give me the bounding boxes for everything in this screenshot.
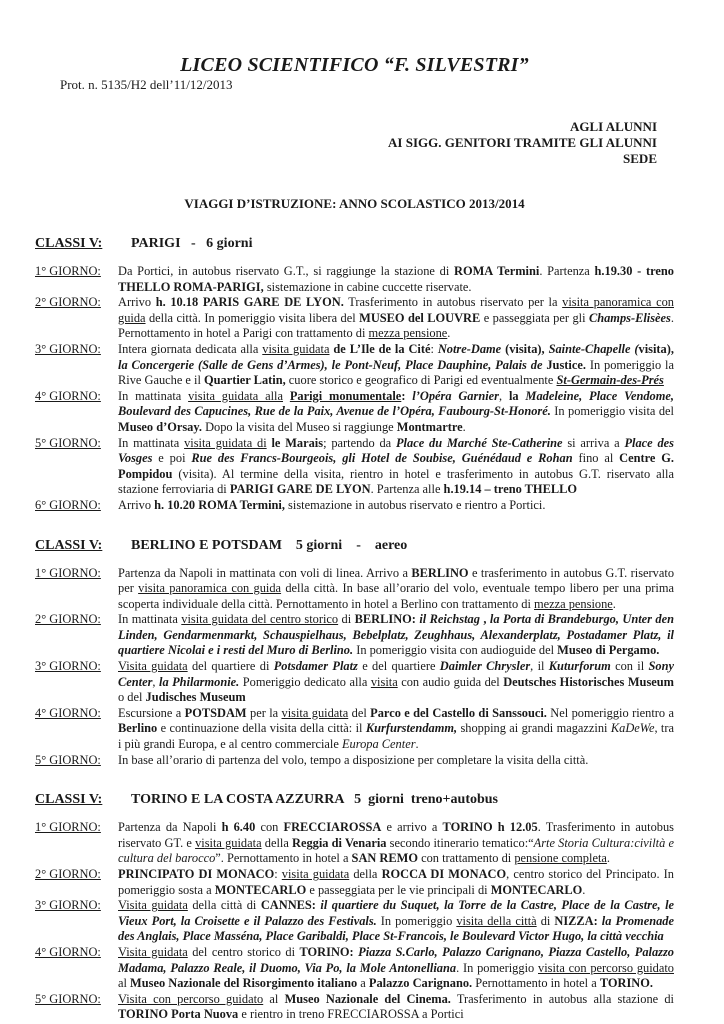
addressee-line: SEDE [623, 151, 657, 166]
day-label: 6° GIORNO: [35, 497, 101, 512]
itinerary-day [35, 566, 674, 613]
itinerary-day [35, 820, 674, 867]
itinerary-day [35, 659, 674, 706]
day-description: In base all’orario di partenza del volo, tempo a disposizione per completare la visita della città. [118, 752, 589, 767]
day-label: 2° GIORNO: [35, 612, 101, 627]
day-label: 1° GIORNO: [35, 820, 101, 835]
trip-section [35, 792, 674, 1023]
day-description: Visita con percorso guidato al Museo Nazionale del Cinema. Trasferimento in autobus alla stazione di TORINO Porta Nuova e rientro in treno FRECCIAROSSA a Portici [118, 991, 674, 1022]
day-description: Escursione a POTSDAM per la visita guidata del Parco e del Castello di Sanssouci. Nel pomeriggio rientro a Berlino e continuazione della visita della città: il Kurfurstendamm, shopping ai grandi magazzini KaDeWe, tra i più grandi Europa, e al centro commerciale Europa Center. [118, 705, 675, 752]
day-label: 3° GIORNO: [35, 898, 101, 913]
trip-sections [35, 236, 674, 1023]
day-label: 4° GIORNO: [35, 944, 101, 959]
protocol-number: Prot. n. 5135/H2 dell’11/12/2013 [60, 77, 233, 92]
day-description: Partenza da Napoli in mattinata con voli di linea. Arrivo a BERLINO e trasferimento in autobus G.T. riservato per visita panoramica con guida della città. In base all’orario del volo, eventuale tempo libero per una prima scoperta individuale della città. Pernottamento in hotel a Berlino con trattamento di mezza pensione. [118, 565, 675, 611]
itinerary-day [35, 945, 674, 992]
day-description: Arrivo h. 10.20 ROMA Termini, sistemazione in autobus riservato e rientro a Portici. [118, 497, 546, 512]
addressee-line: AI SIGG. GENITORI TRAMITE GLI ALUNNI [388, 135, 657, 150]
day-description: Intera giornata dedicata alla visita guidata de L’Ile de la Cité: Notre-Dame (visita), Sainte-Chapelle (visita), la Concergerie (Salle de Gens d’Armes), le Pont-Neuf, Place Dauphine, Palais de Justice. In pomeriggio la Rive Gauche e il Quartier Latin, cuore storico e geografico di Parigi ed eventualmente St-Germain-des-Prés [118, 341, 674, 388]
trip-section [35, 236, 674, 514]
day-description: Da Portici, in autobus riservato G.T., si raggiunge la stazione di ROMA Termini. Partenza h.19.30 - treno THELLO ROMA-PARIGI, sistemazione in cabine cuccette riservate. [118, 264, 674, 294]
day-description: In mattinata visita guidata di le Marais; partendo da Place du Marché Ste-Catherine si arriva a Place des Vosges e poi Rue des Francs-Bourgeois, gli Hotel de Soubise, Guénédaud e Rohan fino al Centre G. Pompidou (visita). Al termine della visita, rientro in hotel e trasferimento in autobus G.T. riservato alla stazione ferroviaria di PARIGI GARE DE LYON. Partenza alle h.19.14 – treno THELLO [118, 435, 674, 497]
day-description: In mattinata visita guidata alla Parigi monumentale: l’Opéra Garnier, la Madeleine, Place Vendome, Boulevard des Capucines, Rue de la Paix, Avenue de l’Opéra, Faubourg-St-Honoré. In pomeriggio visita del Museo d’Orsay. Dopo la visita del Museo si raggiunge Montmartre. [118, 388, 674, 434]
itinerary-day [35, 706, 674, 753]
itinerary-day [35, 867, 674, 898]
section-class-label: CLASSI V: [35, 537, 103, 553]
day-label: 2° GIORNO: [35, 867, 101, 881]
day-label: 3° GIORNO: [35, 659, 101, 674]
day-label: 1° GIORNO: [35, 264, 101, 278]
itinerary-day [35, 992, 674, 1023]
day-label: 5° GIORNO: [35, 435, 101, 450]
school-name: LICEO SCIENTIFICO “F. SILVESTRI” [180, 54, 529, 76]
day-label: 4° GIORNO: [35, 388, 101, 403]
day-label: 1° GIORNO: [35, 565, 101, 580]
itinerary-day [35, 342, 674, 389]
itinerary-day [35, 436, 674, 498]
itinerary-day [35, 295, 674, 342]
section-title: BERLINO E POTSDAM 5 giorni - aereo [131, 537, 408, 553]
itinerary-day [35, 389, 674, 436]
day-label: 5° GIORNO: [35, 991, 101, 1006]
day-label: 2° GIORNO: [35, 295, 101, 310]
section-title: TORINO E LA COSTA AZZURRA 5 giorni treno+autobus [131, 792, 499, 808]
day-description: In mattinata visita guidata del centro storico di BERLINO: il Reichstag , la Porta di Brandeburgo, Unter den Linden, Gendarmenmarkt, Schauspielhaus, Bebelplatz, Zeughhaus, Alexanderplatz, Postadamer Platz, il quartiere Nicolai e i resti del Muro di Berlino. In pomeriggio visita con audioguide del Museo di Pergamo. [118, 612, 674, 658]
trip-section [35, 538, 674, 769]
day-description: PRINCIPATO DI MONACO: visita guidata della ROCCA DI MONACO, centro storico del Principato. In pomeriggio sosta a MONTECARLO e passeggiata per le vie principali di MONTECARLO. [118, 867, 674, 897]
day-description: Partenza da Napoli h 6.40 con FRECCIAROSSA e arrivo a TORINO h 12.05. Trasferimento in autobus riservato GT. e visita guidata della Reggia di Venaria secondo itinerario tematico:“Arte Storia Cultura:civiltà e cultura del barocco”. Pernottamento in hotel a SAN REMO con trattamento di pensione completa. [118, 820, 674, 866]
itinerary-day [35, 898, 674, 945]
section-title: PARIGI - 6 giorni [131, 236, 253, 251]
section-header [35, 792, 674, 808]
section-class-label: CLASSI V: [35, 236, 103, 251]
addressee-block [35, 119, 674, 167]
day-label: 4° GIORNO: [35, 705, 101, 720]
itinerary-day [35, 753, 674, 769]
section-class-label: CLASSI V: [35, 792, 103, 808]
day-label: 5° GIORNO: [35, 752, 101, 767]
day-description: Arrivo h. 10.18 PARIS GARE DE LYON. Trasferimento in autobus riservato per la visita panoramica con guida della città. In pomeriggio visita libera del MUSEO del LOUVRE e passeggiata per gli Champs-Elisèes. Pernottamento in hotel a Parigi con trattamento di mezza pensione. [118, 295, 674, 341]
day-description: Visita guidata del centro storico di TORINO: Piazza S.Carlo, Palazzo Carignano, Piazza Castello, Palazzo Madama, Palazzo Reale, il Duomo, Via Po, la Mole Antonelliana. In pomeriggio visita con percorso guidato al Museo Nazionale del Risorgimento italiano a Palazzo Carignano. Pernottamento in hotel a TORINO. [118, 944, 674, 991]
section-header [35, 538, 674, 554]
addressee-line: AGLI ALUNNI [569, 119, 657, 134]
itinerary-day [35, 612, 674, 659]
document-title: VIAGGI D’ISTRUZIONE: ANNO SCOLASTICO 2013/2014 [184, 196, 525, 211]
section-header [35, 236, 674, 252]
itinerary-day [35, 498, 674, 514]
day-description: Visita guidata della città di CANNES: il quartiere du Suquet, la Torre de la Castre, Place de la Castre, le Vieux Port, la Croisette e il Palazzo des Festivals. In pomeriggio visita della città di NIZZA: la Promenade des Anglais, Place Masséna, Place Garibaldi, Place St-Francois, le Boulevard Victor Hugo, la città vecchia [118, 898, 675, 944]
day-label: 3° GIORNO: [35, 341, 101, 356]
itinerary-day [35, 264, 674, 295]
day-description: Visita guidata del quartiere di Potsdamer Platz e del quartiere Daimler Chrysler, il Kuturforum con il Sony Center, la Philarmonie. Pomeriggio dedicato alla visita con audio guida del Deutsches Historisches Museum o del Judisches Museum [118, 659, 674, 705]
